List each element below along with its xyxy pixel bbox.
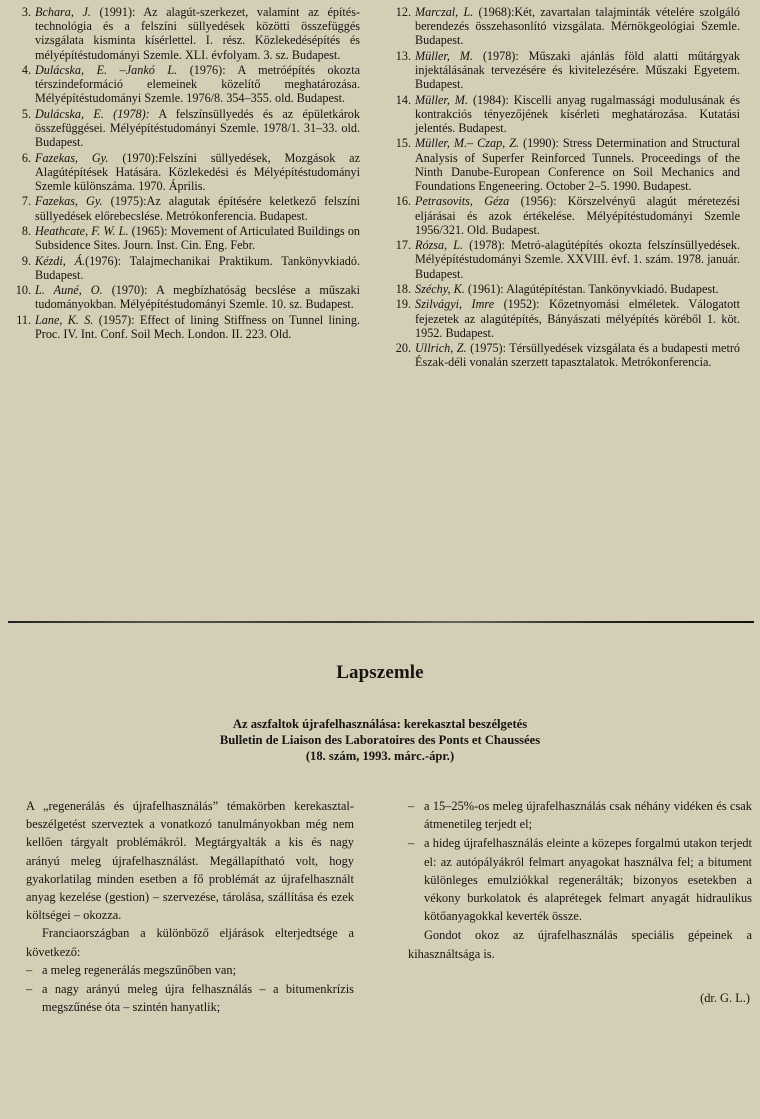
reference-number: 10.: [15, 283, 31, 298]
section-divider: [8, 621, 754, 623]
reference-author: Petrasovits, Géza: [415, 194, 510, 209]
article-body: [0, 797, 760, 1017]
reference-item: [394, 5, 740, 48]
reference-text: (1990): Stress Determination and Structural Analysis of Superfer Reinforced Tunnels. Proceedings of the Ninth Danube-European Conference on Soil Mechanics and Foundations Engeneering. October 2–5. 1990. Budapest.: [415, 136, 741, 193]
reference-item: [394, 136, 740, 193]
author-signature: (dr. G. L.): [700, 990, 750, 1005]
bullet-item: [408, 797, 752, 833]
bullet-text: a hideg újrafelhasználás eleinte a közepes forgalmú utakon terjedt el: az autópályákról felmart anyagokat használva fel; a bitument különleges emulziókkal regenerálták; bizonyos esetekben a vékony burkolatok és alaprétegek felmart anyagát hidraulikus kötőanyagokkal keverték össze.: [424, 836, 752, 924]
reference-number: 6.: [21, 150, 31, 165]
reference-number: 3.: [21, 5, 31, 19]
dash-bullet-icon: –: [408, 799, 415, 813]
reference-text: (1984): Kiscelli anyag rugalmassági modulusának és kontrakciós tényezőjének kísérleti meghatározása. Kutatási jelentés. Budapest.: [415, 92, 740, 135]
article-source: Bulletin de Liaison des Laboratoires des Ponts et Chaussées: [219, 733, 541, 747]
reference-item: [14, 5, 360, 62]
bullet-text: a meleg regenerálás megszűnőben van;: [42, 962, 237, 977]
reference-item: [14, 63, 360, 106]
reference-item: [14, 283, 360, 311]
article-issue: (18. szám, 1993. márc.-ápr.): [305, 749, 455, 763]
reference-text: A felszínsüllyedés és az épületkárok összefüggései. Mélyépítéstudományi Szemle. 1978/1. 31–33. old. Budapest.: [35, 106, 360, 150]
reference-text: (1970): A megbízhatóság becslése a műszaki tudományokban. Mélyépítéstudományi Szemle. 10. sz. Budapest.: [35, 283, 360, 312]
reference-number: 13.: [395, 48, 411, 63]
bullet-text: a 15–25%-os meleg újrafelhasználás csak néhány vidéken és csak átmenetileg terjedt el;: [424, 799, 752, 832]
reference-number: 8.: [21, 223, 31, 238]
article-body-left-column: [0, 797, 380, 1017]
reference-number: 5.: [21, 106, 31, 121]
reference-author: Kézdi, Á.: [35, 253, 86, 268]
reference-author: Müller, M.– Czap, Z.: [415, 136, 520, 151]
reference-item: [394, 297, 740, 340]
reference-text: (1965): Movement of Articulated Buildings on Subsidence Sites. Journ. Inst. Cin. Eng. Febr.: [35, 223, 361, 253]
reference-text: (1961): Alagútépítéstan. Tankönyvkiadó. Budapest.: [464, 281, 719, 296]
reference-author: Széchy, K.: [415, 281, 465, 296]
reference-text: (1976): Talajmechanikai Praktikum. Tankönyvkiadó. Budapest.: [35, 253, 360, 282]
reference-author: Lane, K. S.: [35, 312, 94, 327]
reference-author: Fazekas, Gy.: [35, 150, 109, 165]
reference-number: 9.: [21, 253, 31, 268]
reference-number: 12.: [395, 5, 411, 19]
reference-item: [394, 238, 740, 281]
reference-text: (1991): Az alagút-szerkezet, valamint az építés-technológia és a felszíni süllyedések közötti összefüggés vizsgálata kisminta kísérlettel. I. rész. Közlekedésépítés és mélyépítéstudományi Szemle. XLI. évfolyam. 3. sz. Budapest.: [35, 5, 361, 62]
bullet-item: [26, 980, 354, 1016]
reference-text: (1956): Körszelvényű alagút méretezési eljárásai és azok értékelése. Mélyépítéstudományi Szemle 1956/321. Old. Budapest.: [415, 194, 740, 237]
reference-number: 17.: [395, 238, 411, 253]
bullet-list-left: [26, 961, 354, 1017]
reference-number: 11.: [16, 312, 31, 327]
reference-author: Heathcate, F. W. L.: [35, 223, 129, 238]
reference-author: Ullrich, Z.: [415, 341, 467, 356]
reference-item: [14, 107, 360, 150]
reference-item: [394, 49, 740, 92]
reference-author: Szilvágyi, Imre: [415, 297, 495, 312]
reference-list-left: [14, 5, 360, 341]
reference-author: Dulácska, E. (1978):: [35, 106, 150, 121]
reference-author: Bchara, J.: [35, 5, 91, 19]
reference-number: 14.: [395, 92, 411, 107]
bullet-text: a nagy arányú meleg újra felhasználás – a bitumenkrízis megszűnése óta – szintén hanyatlik;: [42, 982, 354, 1015]
dash-bullet-icon: –: [26, 982, 33, 997]
closing-paragraph: Gondot okoz az újrafelhasználás speciális gépeinek a kihasználtsága is.: [408, 928, 752, 961]
reference-number: 4.: [21, 63, 31, 77]
reference-author: Müller, M.: [415, 92, 469, 107]
section-title: Lapszemle: [336, 662, 424, 683]
reference-text: (1952): Kőzetnyomási elméletek. Válogatott fejezetek az alagútépítés, Bányászati mélyépítés köréből 1. köt. 1952. Budapest.: [415, 297, 741, 340]
reference-number: 20.: [395, 341, 411, 356]
reference-item: [14, 224, 360, 252]
reference-item: [14, 194, 360, 222]
references-section: [0, 5, 760, 371]
france-intro-paragraph: Franciaországban a különböző eljárások elterjedtsége a következő:: [26, 926, 354, 959]
reference-author: L. Auné, O.: [35, 283, 103, 298]
reference-text: (1976): A metróépítés okozta térszindeformáció elemeinek közelítő meghatározása. Mélyépítéstudományi Szemle. 1976/8. 354–355. old. Budapest.: [35, 63, 360, 106]
reference-item: [394, 194, 740, 237]
reference-item: [14, 254, 360, 282]
reference-item: [394, 93, 740, 136]
article-body-right-column: [380, 797, 760, 1017]
bullet-list-right: [408, 797, 752, 925]
dash-bullet-icon: –: [408, 836, 415, 851]
reference-author: Marczal, L.: [415, 5, 474, 19]
reference-list-right: [394, 5, 740, 370]
reference-author: Müller, M.: [415, 48, 473, 63]
references-left-column: [0, 5, 380, 371]
reference-text: (1978): Metró-alagútépítés okozta felszínsüllyedések. Mélyépítéstudományi Szemle. XXVIII. évf. 1. szám. 1978. január. Budapest.: [415, 238, 740, 281]
reference-item: [394, 341, 740, 369]
reference-text: (1975):Az alagutak építésére keletkező felszíni süllyedések előrebecslése. Metrókonferencia. Budapest.: [35, 194, 360, 223]
reference-author: Dulácska, E. –Jankó L.: [35, 63, 178, 77]
bullet-item: [408, 834, 752, 925]
reference-author: Rózsa, L.: [415, 238, 464, 253]
article-header: [0, 716, 760, 764]
reference-item: [394, 282, 740, 296]
reference-number: 19.: [395, 297, 411, 312]
reference-text: (1968):Két, zavartalan talajminták vételére szolgáló berendezés összehasonlító vizsgálata. Mérnökgeológiai Szemle. Budapest.: [415, 5, 741, 48]
reference-author: Fazekas, Gy.: [35, 194, 103, 209]
reference-item: [14, 151, 360, 194]
intro-paragraph: A „regenerálás és újrafelhasználás” témakörben kerekasztal-beszélgetést szerveztek a vonatkozó tanulmányokban még nem kellően tárgyalt problémákról. Megtárgyalták a kis és nagy arányú meleg újrafelhasználást. Megállapítható volt, hogy gyakorlatilag minden esetben a fő problémát az újrafelhasznált anyag kezelése (gestion) – szervezése, tárolása, szállítása és ezek költségei – okozza.: [26, 799, 354, 923]
reference-item: [14, 313, 360, 341]
reference-number: 15.: [395, 136, 411, 151]
reference-number: 16.: [395, 194, 411, 209]
bullet-item: [26, 961, 354, 979]
reference-text: (1957): Effect of lining Stiffness on Tunnel lining. Proc. IV. Int. Conf. Soil Mech. London. II. 223. Old.: [35, 312, 360, 341]
reference-text: (1975): Térsüllyedések vizsgálata és a budapesti metró Észak-déli vonalán szerzett tapasztalatok. Metrókonferencia.: [415, 341, 741, 370]
references-right-column: [380, 5, 760, 371]
reference-number: 18.: [395, 281, 411, 296]
article-title: Az aszfaltok újrafelhasználása: kerekasztal beszélgetés: [232, 717, 528, 731]
reference-number: 7.: [21, 194, 31, 209]
reference-text: (1970):Felszíni süllyedések, Mozgások az Alagútépítések Hatására. Közlekedési és Mélyépítéstudományi Szemle különszáma. 1970. Április.: [35, 150, 360, 193]
dash-bullet-icon: –: [26, 962, 33, 977]
reference-text: (1978): Műszaki ajánlás föld alatti műtárgyak injektálásának tervezésére és kivitelezésére. Műszaki Egyetem. Budapest.: [415, 48, 740, 92]
